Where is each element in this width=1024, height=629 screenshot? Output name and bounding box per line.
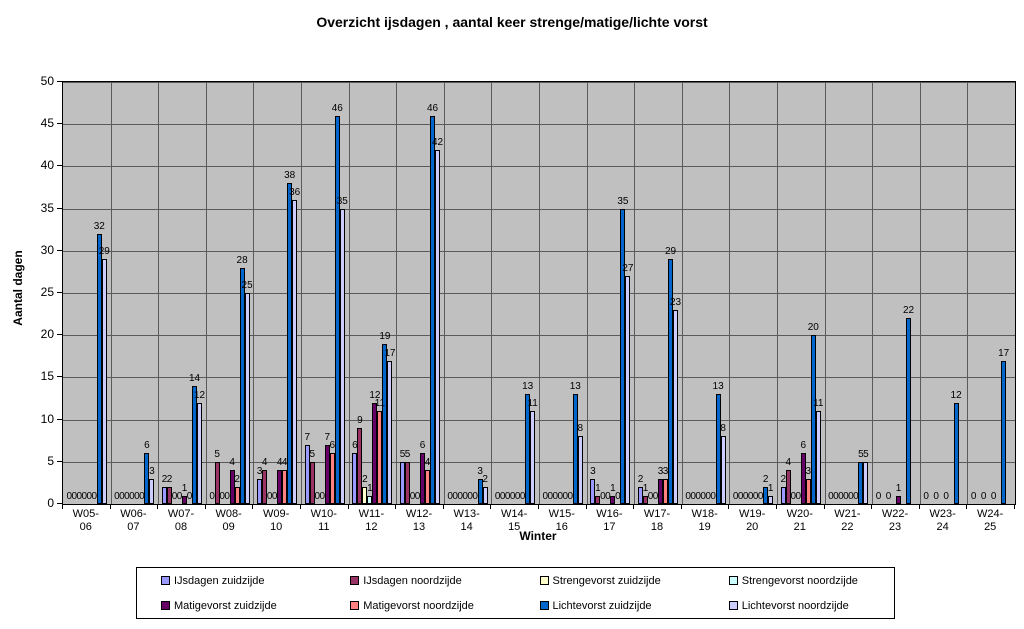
bar-value-label: 0: [176, 491, 183, 502]
plot-area: [62, 81, 1016, 505]
y-tick-mark: [57, 250, 62, 251]
gridline-vertical: [920, 82, 921, 504]
x-category-label-line: W08-: [215, 508, 242, 520]
bar-value-label: 0: [615, 491, 621, 502]
bar-value-label: 0: [685, 491, 691, 502]
bar-value-label: 0: [600, 491, 606, 502]
bar-value-label: 4: [785, 457, 792, 469]
bar-value-label: 8: [577, 423, 584, 435]
bar-value-label: 0: [467, 491, 473, 502]
y-tick-label: 50: [40, 74, 54, 88]
bar-value-label: 0: [705, 491, 711, 502]
x-category-label-line: 06: [79, 521, 92, 533]
x-category-label-line: W21-: [834, 508, 861, 520]
bar-value-label: 0: [700, 491, 706, 502]
y-tick-label: 30: [40, 242, 54, 257]
bar-value-label: 0: [562, 491, 569, 502]
bar-value-label: 46: [331, 102, 343, 114]
bar-value-label: 0: [519, 491, 526, 502]
bar-value-label: 22: [902, 305, 915, 317]
y-tick-mark: [57, 208, 62, 209]
x-category-label-line: 11: [318, 521, 330, 533]
x-category-label-line: 25: [984, 521, 997, 533]
bar-value-label: 0: [542, 491, 549, 502]
gridline-vertical: [396, 82, 397, 504]
x-category-label-line: 17: [603, 521, 616, 533]
bar-value-label: 12: [369, 389, 381, 401]
gridline-vertical: [158, 82, 159, 504]
bar-value-label: 6: [800, 440, 807, 452]
bar-value-label: 0: [853, 491, 859, 502]
bar-value-label: 0: [990, 491, 997, 502]
x-tick-mark: [1014, 504, 1015, 509]
bar-value-label: 0: [737, 491, 744, 502]
bar-value-label: 13: [522, 381, 534, 393]
y-tick-label: 35: [40, 200, 54, 215]
bar-value-label: 36: [289, 187, 301, 199]
bar-value-label: 3: [657, 465, 664, 477]
bar-value-label: 0: [795, 491, 802, 502]
bar-value-label: 1: [895, 482, 902, 494]
bar-value-label: 0: [71, 491, 78, 502]
bar-lichtevorst-noordzijde: [340, 209, 345, 504]
bar-value-label: 0: [747, 491, 754, 502]
bar-value-label: 0: [457, 491, 463, 502]
bar-value-label: 0: [271, 491, 278, 502]
bar-value-label: 6: [352, 440, 358, 452]
bar-value-label: 0: [848, 491, 854, 502]
bar-value-label: 2: [234, 474, 240, 486]
bar-value-label: 0: [828, 491, 834, 502]
legend-label: Matigevorst noordzijde: [363, 599, 474, 612]
bar-value-label: 3: [256, 465, 263, 477]
x-category-label-line: 14: [460, 521, 473, 533]
legend-label: Strengevorst zuidzijde: [552, 574, 661, 587]
x-axis-title: Winter: [519, 529, 557, 543]
x-category-label-line: W14-: [501, 508, 528, 520]
y-tick-label: 40: [40, 158, 54, 173]
bar-value-label: 0: [114, 491, 120, 502]
x-category-label-line: W09-: [263, 508, 290, 520]
y-tick-mark: [57, 165, 62, 166]
bar-lichtevorst-noordzijde: [816, 411, 821, 504]
legend-item-matigevorst-zuidzijde: [137, 600, 326, 612]
bar-value-label: 2: [161, 474, 168, 486]
bar-value-label: 7: [304, 431, 311, 443]
bar-value-label: 38: [284, 170, 296, 182]
x-category-label-line: W16-: [596, 508, 623, 520]
bar-value-label: 28: [236, 254, 248, 266]
y-tick-mark: [57, 376, 62, 377]
bar-value-label: 7: [324, 431, 331, 443]
bar-value-label: 11: [374, 398, 386, 410]
bar-value-label: 0: [119, 491, 125, 502]
bar-value-label: 23: [669, 296, 682, 308]
bar-value-label: 17: [998, 347, 1010, 359]
bar-value-label: 0: [833, 491, 839, 502]
bar-value-label: 0: [81, 491, 88, 502]
bar-value-label: 0: [732, 491, 739, 502]
bar-lichtevorst-noordzijde: [102, 259, 107, 504]
bar-value-label: 5: [858, 448, 864, 460]
legend-swatch: [729, 601, 738, 610]
bar-value-label: 0: [557, 491, 564, 502]
bar-value-label: 2: [482, 474, 488, 486]
gridline-vertical: [491, 82, 492, 504]
bar-value-label: 11: [813, 398, 824, 410]
legend-label: IJsdagen zuidzijde: [174, 574, 265, 587]
bar-value-label: 17: [384, 347, 396, 359]
bar-value-label: 0: [504, 491, 511, 502]
bar-value-label: 13: [569, 381, 581, 393]
bar-value-label: 4: [281, 457, 288, 469]
y-tick-mark: [57, 334, 62, 335]
x-category-label-line: 24: [936, 521, 949, 533]
bar-value-label: 0: [690, 491, 696, 502]
x-category-label-line: W07-: [167, 508, 195, 520]
bar-value-label: 0: [933, 491, 939, 502]
gridline-vertical: [872, 82, 873, 504]
x-category-label-line: W24-: [977, 508, 1004, 520]
bar-lichtevorst-zuidzijde: [906, 318, 911, 504]
bar-value-label: 0: [186, 491, 193, 502]
bar-value-label: 2: [166, 474, 173, 486]
bar-value-label: 4: [229, 457, 235, 469]
x-category-label-line: 18: [650, 521, 664, 533]
bar-value-label: 0: [219, 491, 225, 502]
x-category-label-line: W13-: [453, 508, 480, 520]
bar-value-label: 0: [843, 491, 849, 502]
bar-value-label: 0: [76, 491, 83, 502]
gridline-vertical: [634, 82, 635, 504]
gridline-vertical: [587, 82, 588, 504]
y-tick-mark: [57, 292, 62, 293]
bar-lichtevorst-zuidzijde: [1001, 361, 1006, 504]
legend-label: Strengevorst noordzijde: [741, 574, 858, 587]
y-axis-title: Aantal dagen: [11, 250, 25, 326]
bar-value-label: 0: [552, 491, 559, 502]
bar-value-label: 2: [362, 474, 368, 486]
x-category-label-line: W06-: [120, 508, 147, 520]
bar-value-label: 6: [144, 440, 150, 452]
bar-value-label: 0: [409, 491, 416, 502]
bar-value-label: 20: [807, 322, 819, 334]
bar-lichtevorst-noordzijde: [530, 411, 535, 504]
x-category-label-line: 22: [841, 521, 854, 533]
bar-value-label: 9: [357, 415, 363, 427]
bar-value-label: 0: [314, 491, 321, 502]
x-category-label-line: W18-: [691, 508, 718, 520]
x-category-label-line: 21: [793, 521, 806, 533]
legend-item-strengevorst-zuidzijde: [516, 575, 705, 587]
x-category-label-line: 13: [412, 521, 426, 533]
legend-item-strengevorst-noordzijde: [705, 575, 894, 587]
bar-value-label: 0: [647, 491, 654, 502]
bar-value-label: 0: [923, 491, 929, 502]
bar-value-label: 27: [622, 263, 634, 275]
x-category-label-line: W17-: [643, 508, 671, 520]
bar-value-label: 0: [970, 491, 977, 502]
y-tick-mark: [57, 419, 62, 420]
bar-value-label: 1: [642, 482, 649, 494]
legend-label: IJsdagen noordzijde: [363, 574, 462, 587]
legend-swatch: [540, 576, 549, 585]
bar-value-label: 32: [93, 220, 105, 232]
x-category-label-line: W12-: [405, 508, 433, 520]
bar-value-label: 4: [261, 457, 268, 469]
legend-swatch: [161, 601, 170, 610]
bar-value-label: 0: [171, 491, 178, 502]
y-tick-mark: [57, 123, 62, 124]
legend-swatch: [729, 576, 738, 585]
y-tick-label: 20: [40, 327, 54, 342]
gridline-vertical: [777, 82, 778, 504]
bar-value-label: 1: [367, 482, 373, 494]
bar-value-label: 0: [224, 491, 230, 502]
x-category-label-line: W23-: [929, 508, 956, 520]
chart-title: Overzicht ijsdagen , aantal keer strenge/matige/lichte vorst: [316, 14, 708, 30]
y-tick-mark: [57, 81, 62, 82]
bar-value-label: 5: [863, 448, 869, 460]
bar-value-label: 0: [757, 491, 764, 502]
bar-value-label: 0: [209, 491, 215, 502]
legend-item-ijsdagen-noordzijde: [326, 575, 515, 587]
bar-value-label: 29: [664, 246, 677, 258]
bar-value-label: 0: [547, 491, 554, 502]
bar-value-label: 0: [980, 491, 987, 502]
bar-value-label: 0: [710, 491, 716, 502]
bar-value-label: 11: [527, 398, 538, 410]
y-tick-label: 25: [40, 285, 54, 299]
x-category-label-line: W19-: [739, 508, 766, 520]
bar-value-label: 0: [266, 491, 273, 502]
legend-label: Lichtevorst noordzijde: [741, 599, 849, 612]
bar-value-label: 6: [419, 440, 426, 452]
bar-value-label: 0: [86, 491, 93, 502]
bar-lichtevorst-noordzijde: [435, 150, 440, 504]
legend-item-lichtevorst-noordzijde: [705, 600, 894, 612]
gridline-vertical: [539, 82, 540, 504]
bar-value-label: 0: [139, 491, 145, 502]
gridline-vertical: [967, 82, 968, 504]
x-category-label-line: 10: [270, 521, 283, 533]
bar-lichtevorst-zuidzijde: [954, 403, 959, 504]
bar-value-label: 0: [885, 491, 892, 502]
legend-swatch: [161, 576, 170, 585]
bar-value-label: 12: [193, 389, 206, 401]
bar-value-label: 2: [637, 474, 644, 486]
bar-value-label: 1: [181, 482, 188, 494]
legend-swatch: [350, 576, 359, 585]
bar-value-label: 5: [214, 448, 220, 460]
bar-value-label: 42: [431, 136, 444, 148]
bar-value-label: 0: [509, 491, 516, 502]
bar-lichtevorst-noordzijde: [387, 361, 392, 504]
bar-value-label: 19: [379, 330, 391, 342]
x-category-label-line: W15-: [548, 508, 575, 520]
bar-value-label: 29: [98, 246, 110, 258]
bar-value-label: 14: [188, 372, 201, 384]
gridline-vertical: [729, 82, 730, 504]
bar-value-label: 0: [462, 491, 468, 502]
bar-value-label: 0: [943, 491, 949, 502]
bar-value-label: 0: [447, 491, 453, 502]
legend-item-matigevorst-noordzijde: [326, 600, 515, 612]
bar-value-label: 0: [567, 491, 574, 502]
y-tick-label: 5: [47, 453, 54, 468]
x-category-label-line: W05-: [72, 508, 99, 520]
bar-value-label: 12: [950, 389, 962, 401]
x-category-label-line: W22-: [881, 508, 909, 520]
bar-value-label: 5: [309, 448, 316, 460]
bar-value-label: 1: [767, 482, 774, 494]
bar-value-label: 0: [134, 491, 140, 502]
legend: [136, 567, 895, 619]
x-category-label-line: 16: [555, 521, 568, 533]
bar-value-label: 0: [494, 491, 501, 502]
bar-value-label: 2: [762, 474, 769, 486]
y-tick-label: 45: [40, 116, 54, 131]
x-category-label-line: 23: [888, 521, 902, 533]
bar-value-label: 4: [276, 457, 283, 469]
bar-value-label: 0: [472, 491, 478, 502]
bar-value-label: 13: [712, 381, 724, 393]
bar-value-label: 2: [780, 474, 787, 486]
bar-value-label: 0: [752, 491, 759, 502]
x-category-label-line: W10-: [310, 508, 337, 520]
bar-value-label: 0: [605, 491, 611, 502]
legend-item-ijsdagen-zuidzijde: [137, 575, 326, 587]
bar-value-label: 0: [124, 491, 130, 502]
x-category-label-line: 19: [698, 521, 711, 533]
y-tick-label: 15: [40, 369, 54, 384]
bar-value-label: 0: [652, 491, 659, 502]
gridline-vertical: [825, 82, 826, 504]
bar-value-label: 4: [424, 457, 431, 469]
bar-value-label: 46: [426, 102, 439, 114]
bar-value-label: 0: [790, 491, 797, 502]
bar-value-label: 0: [499, 491, 506, 502]
bar-value-label: 0: [838, 491, 844, 502]
legend-label: Lichtevorst zuidzijde: [552, 599, 652, 612]
bar-value-label: 1: [610, 482, 616, 494]
bar-value-label: 35: [617, 195, 629, 207]
legend-swatch: [350, 601, 359, 610]
y-tick-label: 10: [40, 411, 54, 426]
bar-value-label: 0: [695, 491, 701, 502]
bar-value-label: 1: [595, 482, 601, 494]
bar-value-label: 25: [241, 280, 253, 291]
bar-value-label: 6: [329, 440, 336, 452]
bar-value-label: 3: [662, 465, 669, 477]
bar-lichtevorst-noordzijde: [197, 403, 202, 504]
bar-value-label: 35: [336, 195, 348, 207]
bar-value-label: 3: [590, 465, 596, 477]
bar-value-label: 0: [875, 491, 882, 502]
bar-value-label: 5: [404, 448, 411, 460]
gridline-vertical: [206, 82, 207, 504]
bar-value-label: 3: [477, 465, 483, 477]
gridline-vertical: [682, 82, 683, 504]
x-category-label-line: W11-: [358, 508, 385, 520]
bar-value-label: 0: [742, 491, 749, 502]
gridline-vertical: [253, 82, 254, 504]
bar-value-label: 3: [149, 465, 155, 477]
bar-value-label: 0: [452, 491, 458, 502]
x-category-label-line: 20: [746, 521, 759, 533]
bar-value-label: 0: [66, 491, 73, 502]
bar-value-label: 0: [514, 491, 521, 502]
bar-lichtevorst-noordzijde: [625, 276, 630, 504]
legend-label: Matigevorst zuidzijde: [174, 599, 277, 612]
y-tick-mark: [57, 461, 62, 462]
bar-value-label: 0: [414, 491, 421, 502]
bar-value-label: 8: [720, 423, 726, 435]
x-category-label-line: W20-: [786, 508, 813, 520]
x-category-label-line: 08: [174, 521, 188, 533]
bar-value-label: 0: [319, 491, 326, 502]
x-category-label-line: 15: [508, 521, 521, 533]
y-tick-label: 0: [47, 496, 54, 510]
legend-swatch: [540, 601, 549, 610]
legend-item-lichtevorst-zuidzijde: [516, 600, 705, 612]
x-category-label-line: 09: [222, 521, 235, 533]
x-category-label-line: 12: [365, 521, 378, 533]
x-category-label-line: 07: [127, 521, 140, 533]
bar-value-label: 0: [129, 491, 135, 502]
bar-value-label: 5: [399, 448, 406, 460]
bar-value-label: 0: [91, 491, 98, 502]
gridline-vertical: [111, 82, 112, 504]
bar-value-label: 3: [805, 465, 812, 477]
